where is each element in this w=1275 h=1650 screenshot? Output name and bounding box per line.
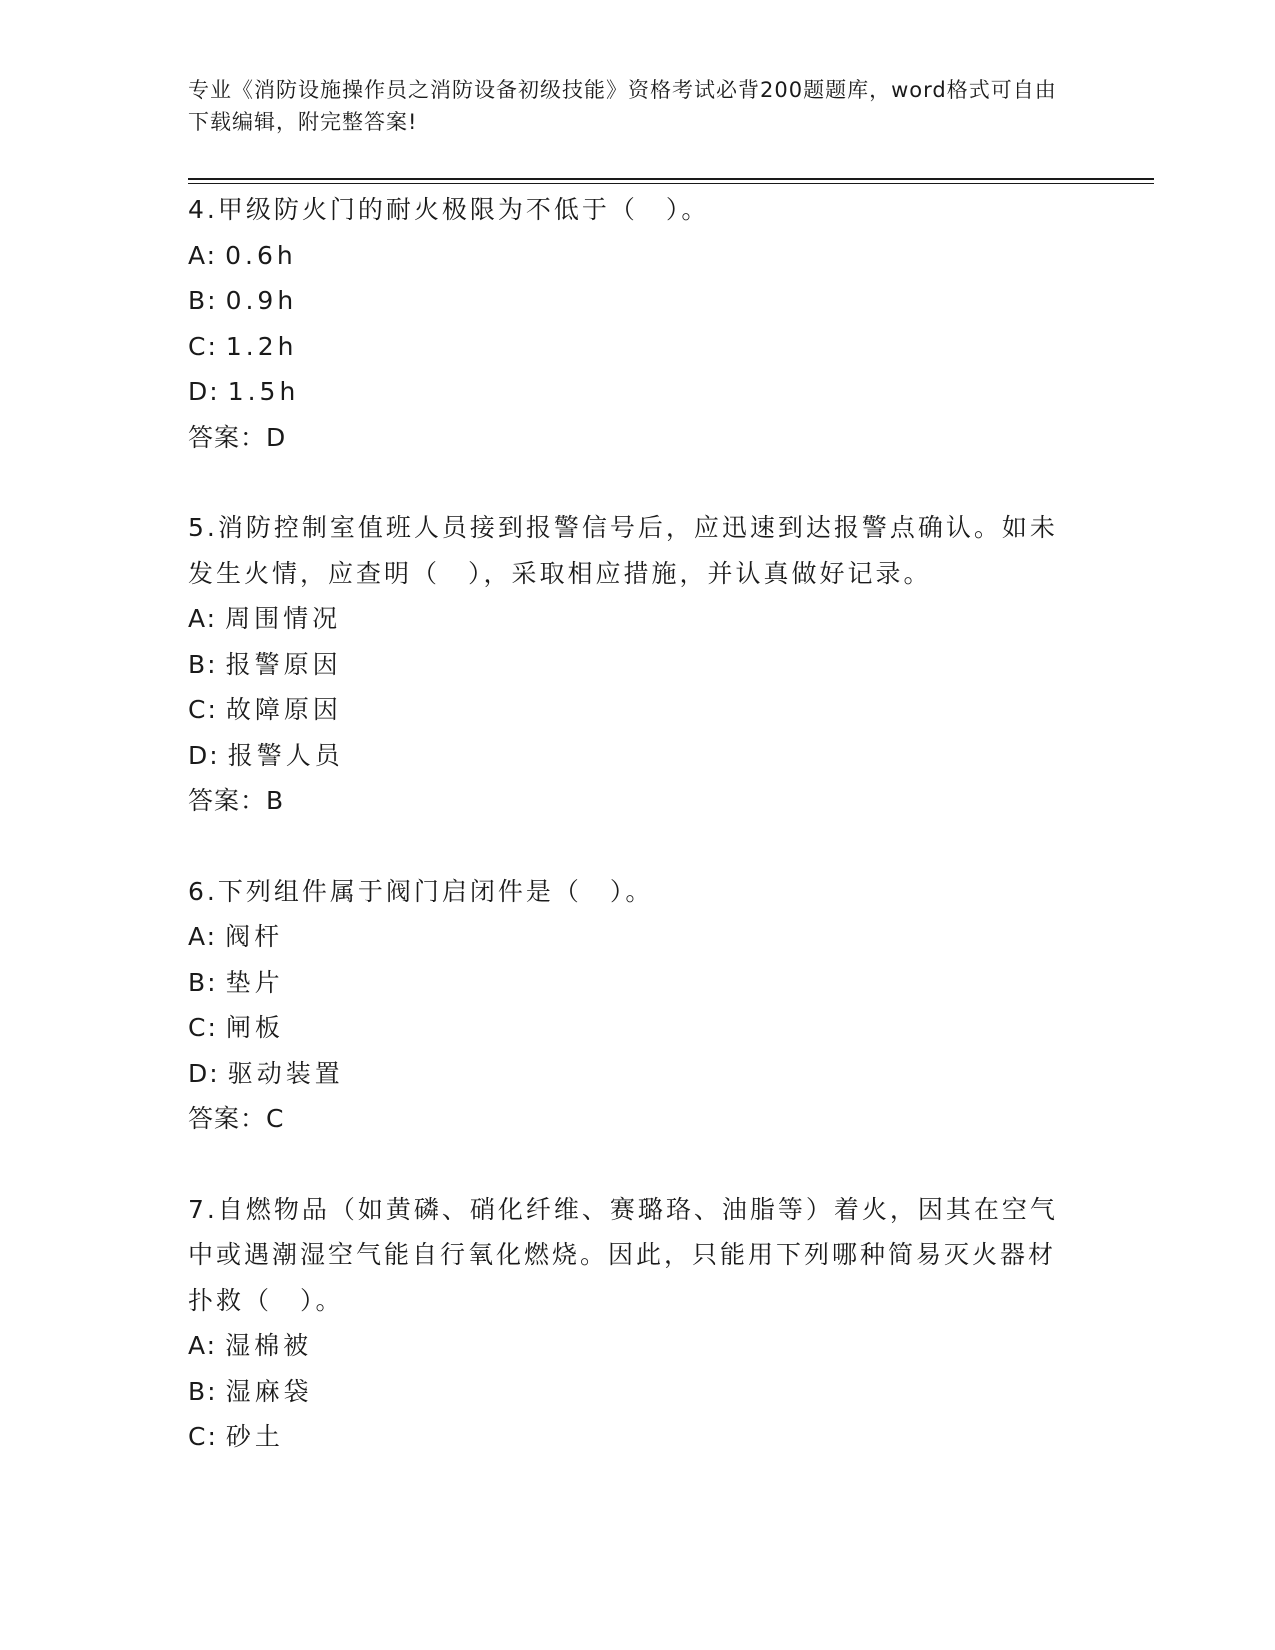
option-label: B: [188,649,218,679]
option-label: A: [188,240,218,270]
option-label: C: [188,1422,218,1451]
option-text: 0.9h [225,286,298,315]
option-text: 阀杆 [225,922,284,951]
option-b [188,960,1068,1006]
option-text: 闸板 [225,1013,284,1042]
option-b [188,1369,1068,1415]
option-c [188,324,1068,370]
option-label: A: [188,922,218,951]
answer-line: 答案：B [188,786,285,815]
option-text: 湿麻袋 [225,1376,313,1406]
option-text: 1.5h [227,377,300,406]
option-label: C: [188,695,218,724]
header-rule-thin [188,183,1154,184]
option-label: C: [188,1013,218,1042]
option-text: 0.6h [225,240,297,270]
document-header [188,74,1068,138]
option-text: 垫片 [225,967,284,997]
option-label: D: [188,1058,220,1088]
question-text: 4.甲级防火门的耐火极限为不低于（ ）。 [188,195,710,224]
option-label: B: [188,967,218,997]
option-label: A: [188,1331,218,1360]
header-rule-thick [188,178,1154,180]
option-a [188,233,1068,279]
option-text: 砂土 [225,1422,284,1451]
option-a [188,914,1068,960]
option-b [188,278,1068,324]
question-7 [188,1187,1068,1460]
option-text: 驱动装置 [227,1058,344,1088]
question-6 [188,869,1068,1142]
option-text: 周围情况 [225,604,342,633]
question-list [188,187,1068,1505]
option-label: C: [188,331,218,361]
option-d [188,733,1068,779]
header-intro: 专业《消防设施操作员之消防设备初级技能》资格考试必背200题题库，word格式可自由下载编辑，附完整答案! [188,78,1057,134]
question-4 [188,187,1068,460]
option-label: A: [188,604,218,633]
option-text: 故障原因 [225,695,342,724]
option-label: D: [188,740,220,770]
option-c [188,1414,1068,1460]
option-text: 湿棉被 [225,1331,313,1360]
option-label: D: [188,377,220,406]
option-c [188,1005,1068,1051]
option-text: 1.2h [225,331,298,361]
option-a [188,596,1068,642]
option-label: B: [188,286,218,315]
option-d [188,369,1068,415]
answer-line: 答案：C [188,1104,285,1133]
question-text: 5.消防控制室值班人员接到报警信号后，应迅速到达报警点确认。如未发生火情，应查明（ ），采取相应措施，并认真做好记录。 [188,513,1058,588]
question-text: 6.下列组件属于阀门启闭件是（ ）。 [188,876,654,906]
option-d [188,1051,1068,1097]
question-text: 7.自燃物品（如黄磷、硝化纤维、赛璐珞、油脂等）着火，因其在空气中或遇潮湿空气能自行氧化燃烧。因此，只能用下列哪种简易灭火器材扑救（ ）。 [188,1194,1058,1315]
option-b [188,642,1068,688]
option-label: B: [188,1376,218,1406]
option-a [188,1323,1068,1369]
option-text: 报警原因 [225,649,342,679]
answer-line: 答案：D [188,422,287,452]
option-text: 报警人员 [227,740,344,770]
option-c [188,687,1068,733]
question-5 [188,505,1068,824]
